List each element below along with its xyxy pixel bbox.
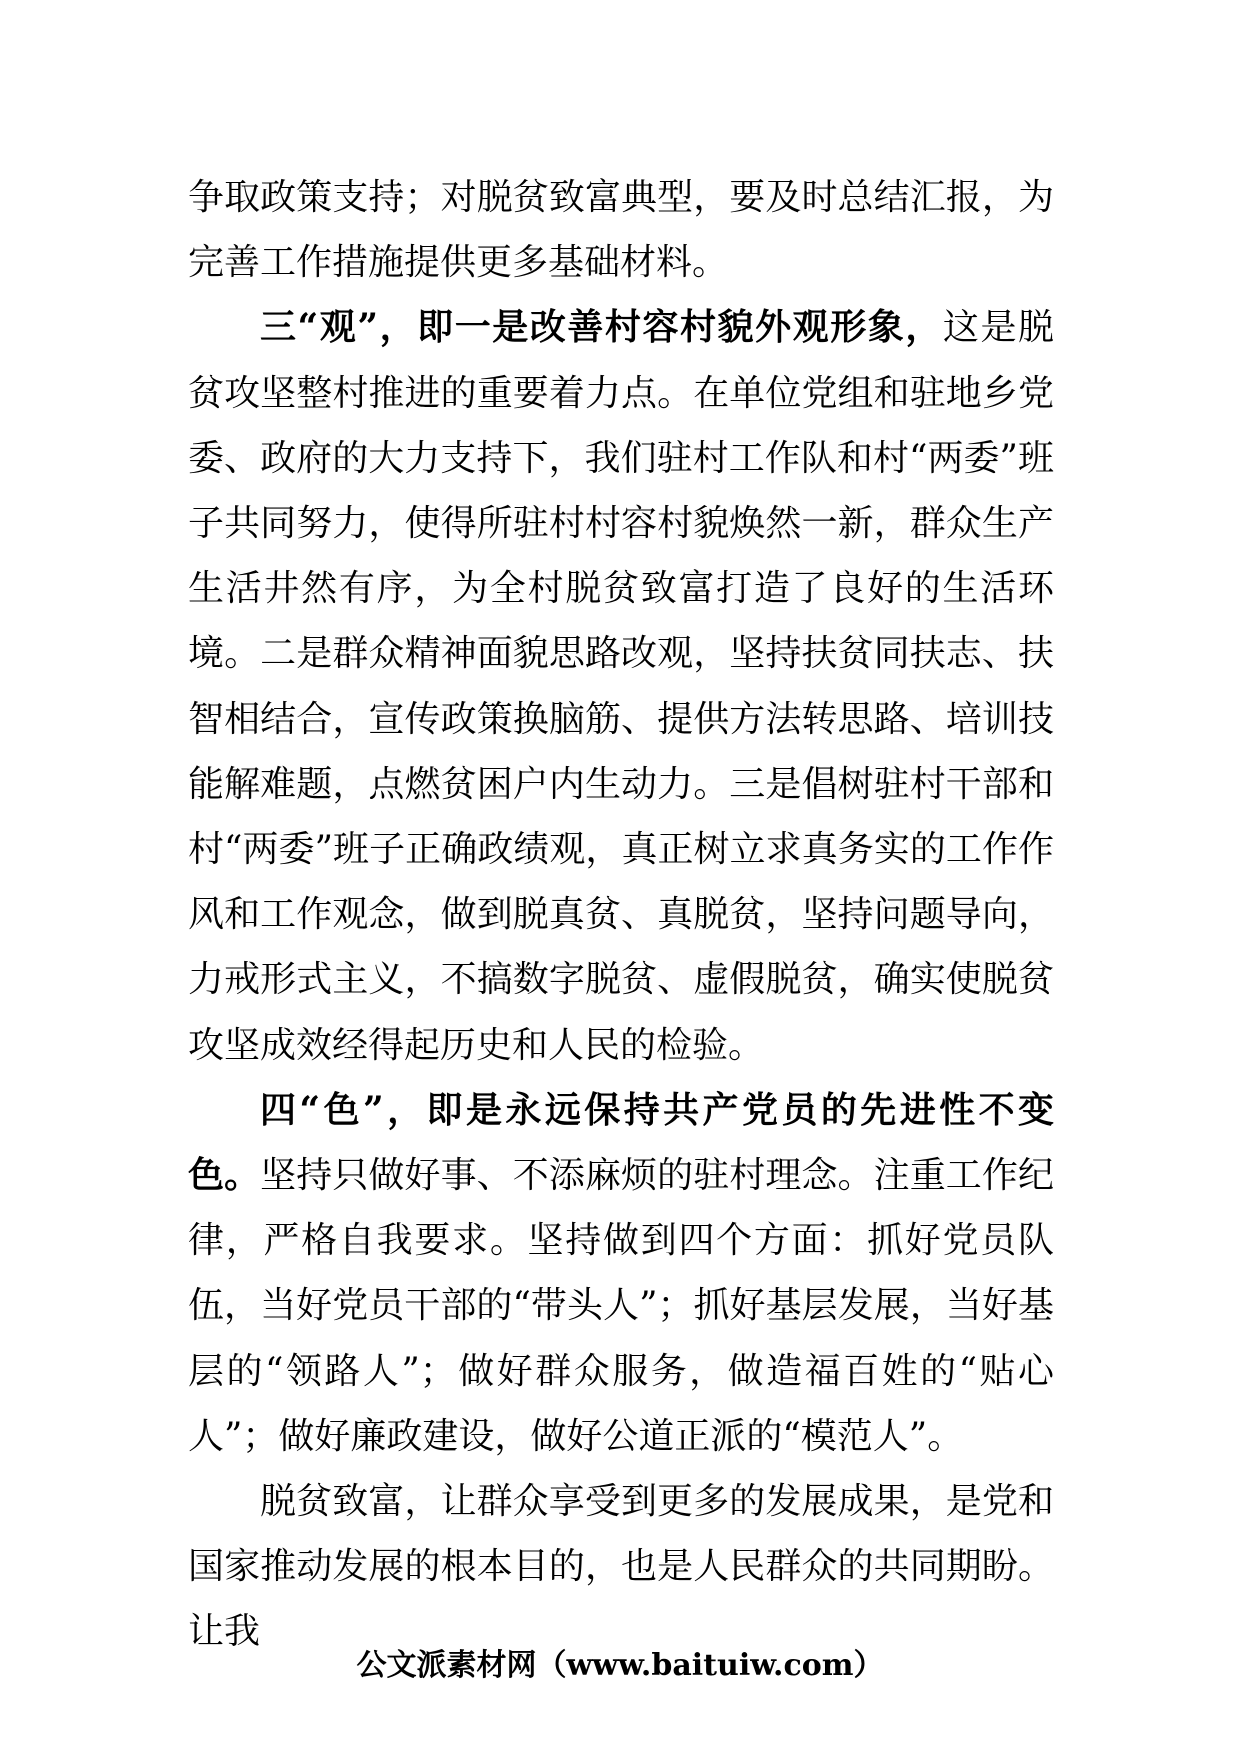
paragraph-four-se — [188, 1078, 1054, 1469]
document-body — [188, 165, 1054, 1665]
paragraph-text: 脱贫致富，让群众享受到更多的发展成果，是党和国家推动发展的根本目的，也是人民群众的共同期盼。让我 — [188, 1481, 1054, 1653]
paragraph-conclusion — [188, 1469, 1054, 1665]
paragraph-text: 争取政策支持；对脱贫致富典型，要及时总结汇报，为完善工作措施提供更多基础材料。 — [188, 177, 1054, 284]
paragraph-text: 这是脱贫攻坚整村推进的重要着力点。在单位党组和驻地乡党委、政府的大力支持下，我们驻村工作队和村“两委”班子共同努力，使得所驻村村容村貌焕然一新，群众生产生活井然有序，为全村脱贫致富打造了良好的生活环境。二是群众精神面貌思路改观，坚持扶贫同扶志、扶智相结合，宣传政策换脑筋、提供方法转思路、培训技能解难题，点燃贫困户内生动力。三是倡树驻村干部和村“两委”班子正确政绩观，真正树立求真务实的工作作风和工作观念，做到脱真贫、真脱贫，坚持问题导向，力戒形式主义，不搞数字脱贫、虚假脱贫，确实使脱贫攻坚成效经得起历史和人民的检验。 — [188, 307, 1054, 1066]
paragraph-three-guan — [188, 295, 1054, 1077]
paragraph-continuation — [188, 165, 1054, 295]
paragraph-heading: 四“色”，即是永远保持共产党员的先进性不变色。 — [188, 1088, 1054, 1197]
paragraph-heading: 三“观”，即一是改善村容村貌外观形象， — [260, 306, 943, 349]
paragraph-text: 坚持只做好事、不添麻烦的驻村理念。注重工作纪律，严格自我要求。坚持做到四个方面：抓好党员队伍，当好党员干部的“带头人”；抓好基层发展，当好基层的“领路人”；做好群众服务，做造福百姓的“贴心人”；做好廉政建设，做好公道正派的“模范人”。 — [188, 1155, 1054, 1457]
page-footer: 公文派素材网（www.baituiw.com） — [356, 1648, 884, 1683]
